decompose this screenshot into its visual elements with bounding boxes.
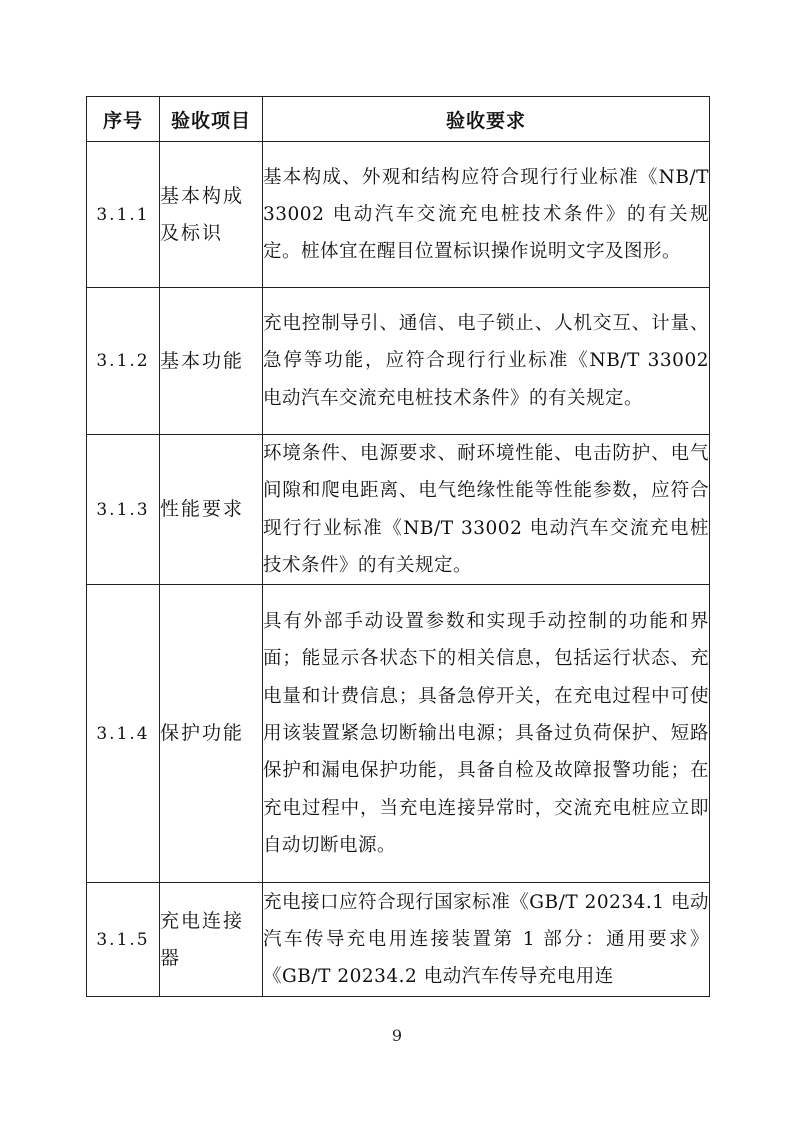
row-item: 充电连接器 <box>160 883 263 997</box>
row-number: 3.1.5 <box>87 883 160 997</box>
row-requirement: 充电控制导引、通信、电子锁止、人机交互、计量、急停等功能，应符合现行行业标准《NB/T 33002 电动汽车交流充电桩技术条件》的有关规定。 <box>263 288 710 435</box>
row-requirement: 具有外部手动设置参数和实现手动控制的功能和界面；能显示各状态下的相关信息，包括运行状态、充电量和计费信息；具备急停开关，在充电过程中可使用该装置紧急切断输出电源；具备过负荷保护、短路保护和漏电保护功能，具备自检及故障报警功能；在充电过程中，当充电连接异常时，交流充电桩应立即自动切断电源。 <box>263 585 710 883</box>
acceptance-table <box>86 96 710 997</box>
row-item: 基本构成及标识 <box>160 142 263 288</box>
row-requirement: 基本构成、外观和结构应符合现行行业标准《NB/T 33002 电动汽车交流充电桩技术条件》的有关规定。桩体宜在醒目位置标识操作说明文字及图形。 <box>263 142 710 288</box>
row-item: 保护功能 <box>160 585 263 883</box>
row-item: 性能要求 <box>160 435 263 585</box>
table-header-row <box>87 97 710 142</box>
row-requirement: 环境条件、电源要求、耐环境性能、电击防护、电气间隙和爬电距离、电气绝缘性能等性能参数，应符合现行行业标准《NB/T 33002 电动汽车交流充电桩技术条件》的有关规定。 <box>263 435 710 585</box>
header-item: 验收项目 <box>160 97 263 142</box>
header-no: 序号 <box>87 97 160 142</box>
row-number: 3.1.2 <box>87 288 160 435</box>
table-row <box>87 585 710 883</box>
row-requirement: 充电接口应符合现行国家标准《GB/T 20234.1 电动汽车传导充电用连接装置第 1 部分：通用要求》《GB/T 20234.2 电动汽车传导充电用连 <box>263 883 710 997</box>
row-number: 3.1.3 <box>87 435 160 585</box>
table-row <box>87 142 710 288</box>
row-item: 基本功能 <box>160 288 263 435</box>
page-number: 9 <box>391 1026 403 1045</box>
row-number: 3.1.4 <box>87 585 160 883</box>
header-requirement: 验收要求 <box>263 97 710 142</box>
row-number: 3.1.1 <box>87 142 160 288</box>
table-row <box>87 883 710 997</box>
table-row <box>87 435 710 585</box>
table-row <box>87 288 710 435</box>
